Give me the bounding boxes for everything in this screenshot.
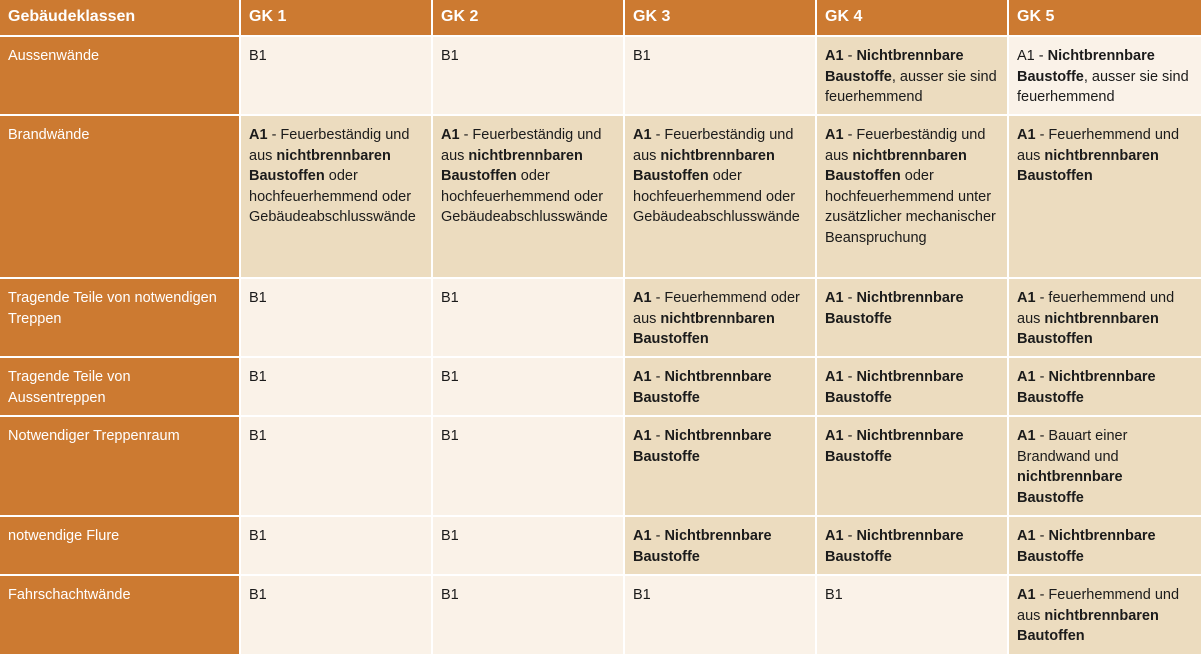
header-gk2: GK 2	[432, 0, 624, 36]
header-row	[0, 0, 1201, 36]
table-cell-gk3	[624, 575, 816, 655]
cell-text-bold: Nichtbrennbare Baustoffe	[825, 48, 964, 85]
header-gk1: GK 1	[240, 0, 432, 36]
row-label: Fahrschachtwände	[0, 575, 240, 655]
cell-text-bold: Nichtbrennbare Baustoffe	[825, 528, 964, 565]
cell-text-bold: A1	[825, 428, 844, 444]
cell-text: - Feuerbeständig und aus	[825, 127, 986, 164]
table-cell-gk3	[624, 416, 816, 516]
cell-text: , ausser sie sind feuerhemmend	[825, 68, 997, 105]
table-cell-gk4	[816, 357, 1008, 416]
cell-text-bold: A1	[825, 528, 844, 544]
cell-text: B1	[441, 428, 459, 444]
cell-text: B1	[441, 290, 459, 306]
table-cell-gk4	[816, 516, 1008, 575]
table-cell-gk4	[816, 36, 1008, 115]
header-gk3: GK 3	[624, 0, 816, 36]
cell-text-bold: A1	[441, 127, 460, 143]
cell-text: B1	[249, 48, 267, 64]
row-label: Tragende Teile von Aussentreppen	[0, 357, 240, 416]
header-gk5: GK 5	[1008, 0, 1201, 36]
cell-text-bold: nichtbrennbaren Baustoffen	[1017, 310, 1159, 347]
cell-text-bold: A1	[1017, 369, 1036, 385]
cell-text-bold: A1	[633, 428, 652, 444]
table-row	[0, 278, 1201, 357]
cell-text: -	[651, 528, 665, 544]
cell-text-bold: A1	[1017, 290, 1036, 306]
cell-text: B1	[249, 369, 267, 385]
cell-text: -	[1034, 48, 1048, 64]
cell-text: - Feuerhemmend und aus	[1017, 587, 1180, 624]
table-row	[0, 36, 1201, 115]
table-row	[0, 516, 1201, 575]
cell-text: oder hochfeuerhemmend oder Gebäudeabschlusswände	[633, 168, 800, 225]
cell-text: B1	[441, 528, 459, 544]
cell-text-bold: Nichtbrennbare Baustoffe	[825, 369, 964, 406]
cell-text-bold: A1	[633, 528, 652, 544]
table-cell-gk5	[1008, 115, 1201, 278]
table-cell-gk4	[816, 278, 1008, 357]
row-label: notwendige Flure	[0, 516, 240, 575]
cell-text-bold: Nichtbrennbare Baustoffe	[825, 290, 964, 327]
table-cell-gk3	[624, 357, 816, 416]
cell-text: B1	[633, 587, 651, 603]
cell-text: oder hochfeuerhemmend oder Gebäudeabschlusswände	[441, 168, 608, 225]
cell-text-bold: Nichtbrennbare Baustoffe	[633, 428, 772, 465]
table-cell-gk2	[432, 416, 624, 516]
table-cell-gk2	[432, 115, 624, 278]
table-cell-gk4	[816, 115, 1008, 278]
cell-text: -	[843, 369, 857, 385]
cell-text-bold: Nichtbrennbare Baustoffe	[633, 528, 772, 565]
table-cell-gk1	[240, 278, 432, 357]
cell-text-bold: nichtbrennbaren Baustoffen	[633, 310, 775, 347]
table-cell-gk1	[240, 416, 432, 516]
cell-text: B1	[249, 587, 267, 603]
cell-text-bold: A1	[825, 48, 844, 64]
cell-text: B1	[441, 48, 459, 64]
cell-text-bold: A1	[1017, 428, 1036, 444]
cell-text-bold: Nichtbrennbare Baustoffe	[825, 428, 964, 465]
cell-text-bold: nichtbrennbaren Baustoffen	[633, 147, 775, 184]
table-cell-gk5	[1008, 416, 1201, 516]
table-cell-gk5	[1008, 357, 1201, 416]
table-cell-gk1	[240, 575, 432, 655]
table-cell-gk3	[624, 516, 816, 575]
cell-text-bold: A1	[249, 127, 268, 143]
table-cell-gk2	[432, 36, 624, 115]
cell-text: B1	[633, 48, 651, 64]
cell-text: - feuerhemmend und aus	[1017, 290, 1175, 327]
table-row	[0, 416, 1201, 516]
cell-text: B1	[249, 428, 267, 444]
cell-text-bold: A1	[633, 369, 652, 385]
table-row	[0, 357, 1201, 416]
cell-text-bold: A1	[825, 127, 844, 143]
table-cell-gk1	[240, 516, 432, 575]
cell-text-bold: nichtbrennbaren Baustoffen	[441, 147, 583, 184]
table-row	[0, 575, 1201, 655]
cell-text-bold: A1	[633, 290, 652, 306]
table-cell-gk5	[1008, 516, 1201, 575]
cell-text: - Feuerhemmend oder aus	[633, 290, 800, 327]
table-cell-gk4	[816, 575, 1008, 655]
table-cell-gk5	[1008, 36, 1201, 115]
cell-text: -	[843, 48, 857, 64]
cell-text-bold: Nichtbrennbare Baustoffe	[1017, 369, 1156, 406]
table-cell-gk2	[432, 278, 624, 357]
table-cell-gk3	[624, 278, 816, 357]
cell-text-bold: Nichtbrennbare Baustoffe	[633, 369, 772, 406]
table-cell-gk1	[240, 115, 432, 278]
table-cell-gk2	[432, 357, 624, 416]
cell-text: B1	[249, 528, 267, 544]
cell-text: B1	[825, 587, 843, 603]
cell-text: B1	[249, 290, 267, 306]
cell-text-bold: nichtbrennbaren Baustoffen	[1017, 147, 1159, 184]
cell-text: -	[651, 369, 665, 385]
cell-text: - Feuerbeständig und aus	[249, 127, 410, 164]
table-cell-gk1	[240, 357, 432, 416]
cell-text-bold: A1	[825, 369, 844, 385]
cell-text-bold: Nichtbrennbare Baustoffe	[1017, 48, 1155, 85]
cell-text: - Feuerhemmend und aus	[1017, 127, 1180, 164]
table-cell-gk5	[1008, 278, 1201, 357]
row-label: Brandwände	[0, 115, 240, 278]
cell-text-bold: A1	[1017, 127, 1036, 143]
cell-text-bold: A1	[1017, 528, 1036, 544]
cell-text-bold: nichtbrennbaren Bautoffen	[1017, 607, 1159, 644]
cell-text: oder hochfeuerhemmend unter zusätzlicher mechanischer Beanspruchung	[825, 168, 996, 246]
cell-text: -	[651, 428, 665, 444]
row-label: Notwendiger Treppenraum	[0, 416, 240, 516]
cell-text: -	[1035, 528, 1049, 544]
cell-text: - Bauart einer Brandwand und	[1017, 428, 1128, 465]
cell-text-bold: A1	[825, 290, 844, 306]
cell-text: oder hochfeuerhemmend oder Gebäudeabschlusswände	[249, 168, 416, 225]
table-body	[0, 36, 1201, 655]
table-cell-gk5	[1008, 575, 1201, 655]
cell-text: -	[843, 528, 857, 544]
table-cell-gk1	[240, 36, 432, 115]
cell-text: , ausser sie sind feuerhemmend	[1017, 68, 1189, 105]
cell-text: -	[843, 290, 857, 306]
cell-text-bold: nichtbrennbaren Baustoffen	[249, 147, 391, 184]
cell-text-bold: A1	[1017, 587, 1036, 603]
cell-text: B1	[441, 587, 459, 603]
cell-text: - Feuerbeständig und aus	[441, 127, 602, 164]
cell-text: A1	[1017, 48, 1035, 64]
cell-text: -	[843, 428, 857, 444]
row-label: Tragende Teile von notwendigen Treppen	[0, 278, 240, 357]
cell-text-bold: Nichtbrennbare Baustoffe	[1017, 528, 1156, 565]
header-gk4: GK 4	[816, 0, 1008, 36]
cell-text: - Feuerbeständig und aus	[633, 127, 794, 164]
table-cell-gk3	[624, 36, 816, 115]
table-row	[0, 115, 1201, 278]
table-cell-gk3	[624, 115, 816, 278]
cell-text: B1	[441, 369, 459, 385]
table-cell-gk4	[816, 416, 1008, 516]
cell-text-bold: A1	[633, 127, 652, 143]
header-gebaeudeklassen: Gebäudeklassen	[0, 0, 240, 36]
table-cell-gk2	[432, 575, 624, 655]
cell-text-bold: nichtbrennbaren Baustoffen	[825, 147, 967, 184]
cell-text-bold: nichtbrennbare Baustoffe	[1017, 469, 1123, 506]
table-cell-gk2	[432, 516, 624, 575]
cell-text: -	[1035, 369, 1049, 385]
row-label: Aussenwände	[0, 36, 240, 115]
